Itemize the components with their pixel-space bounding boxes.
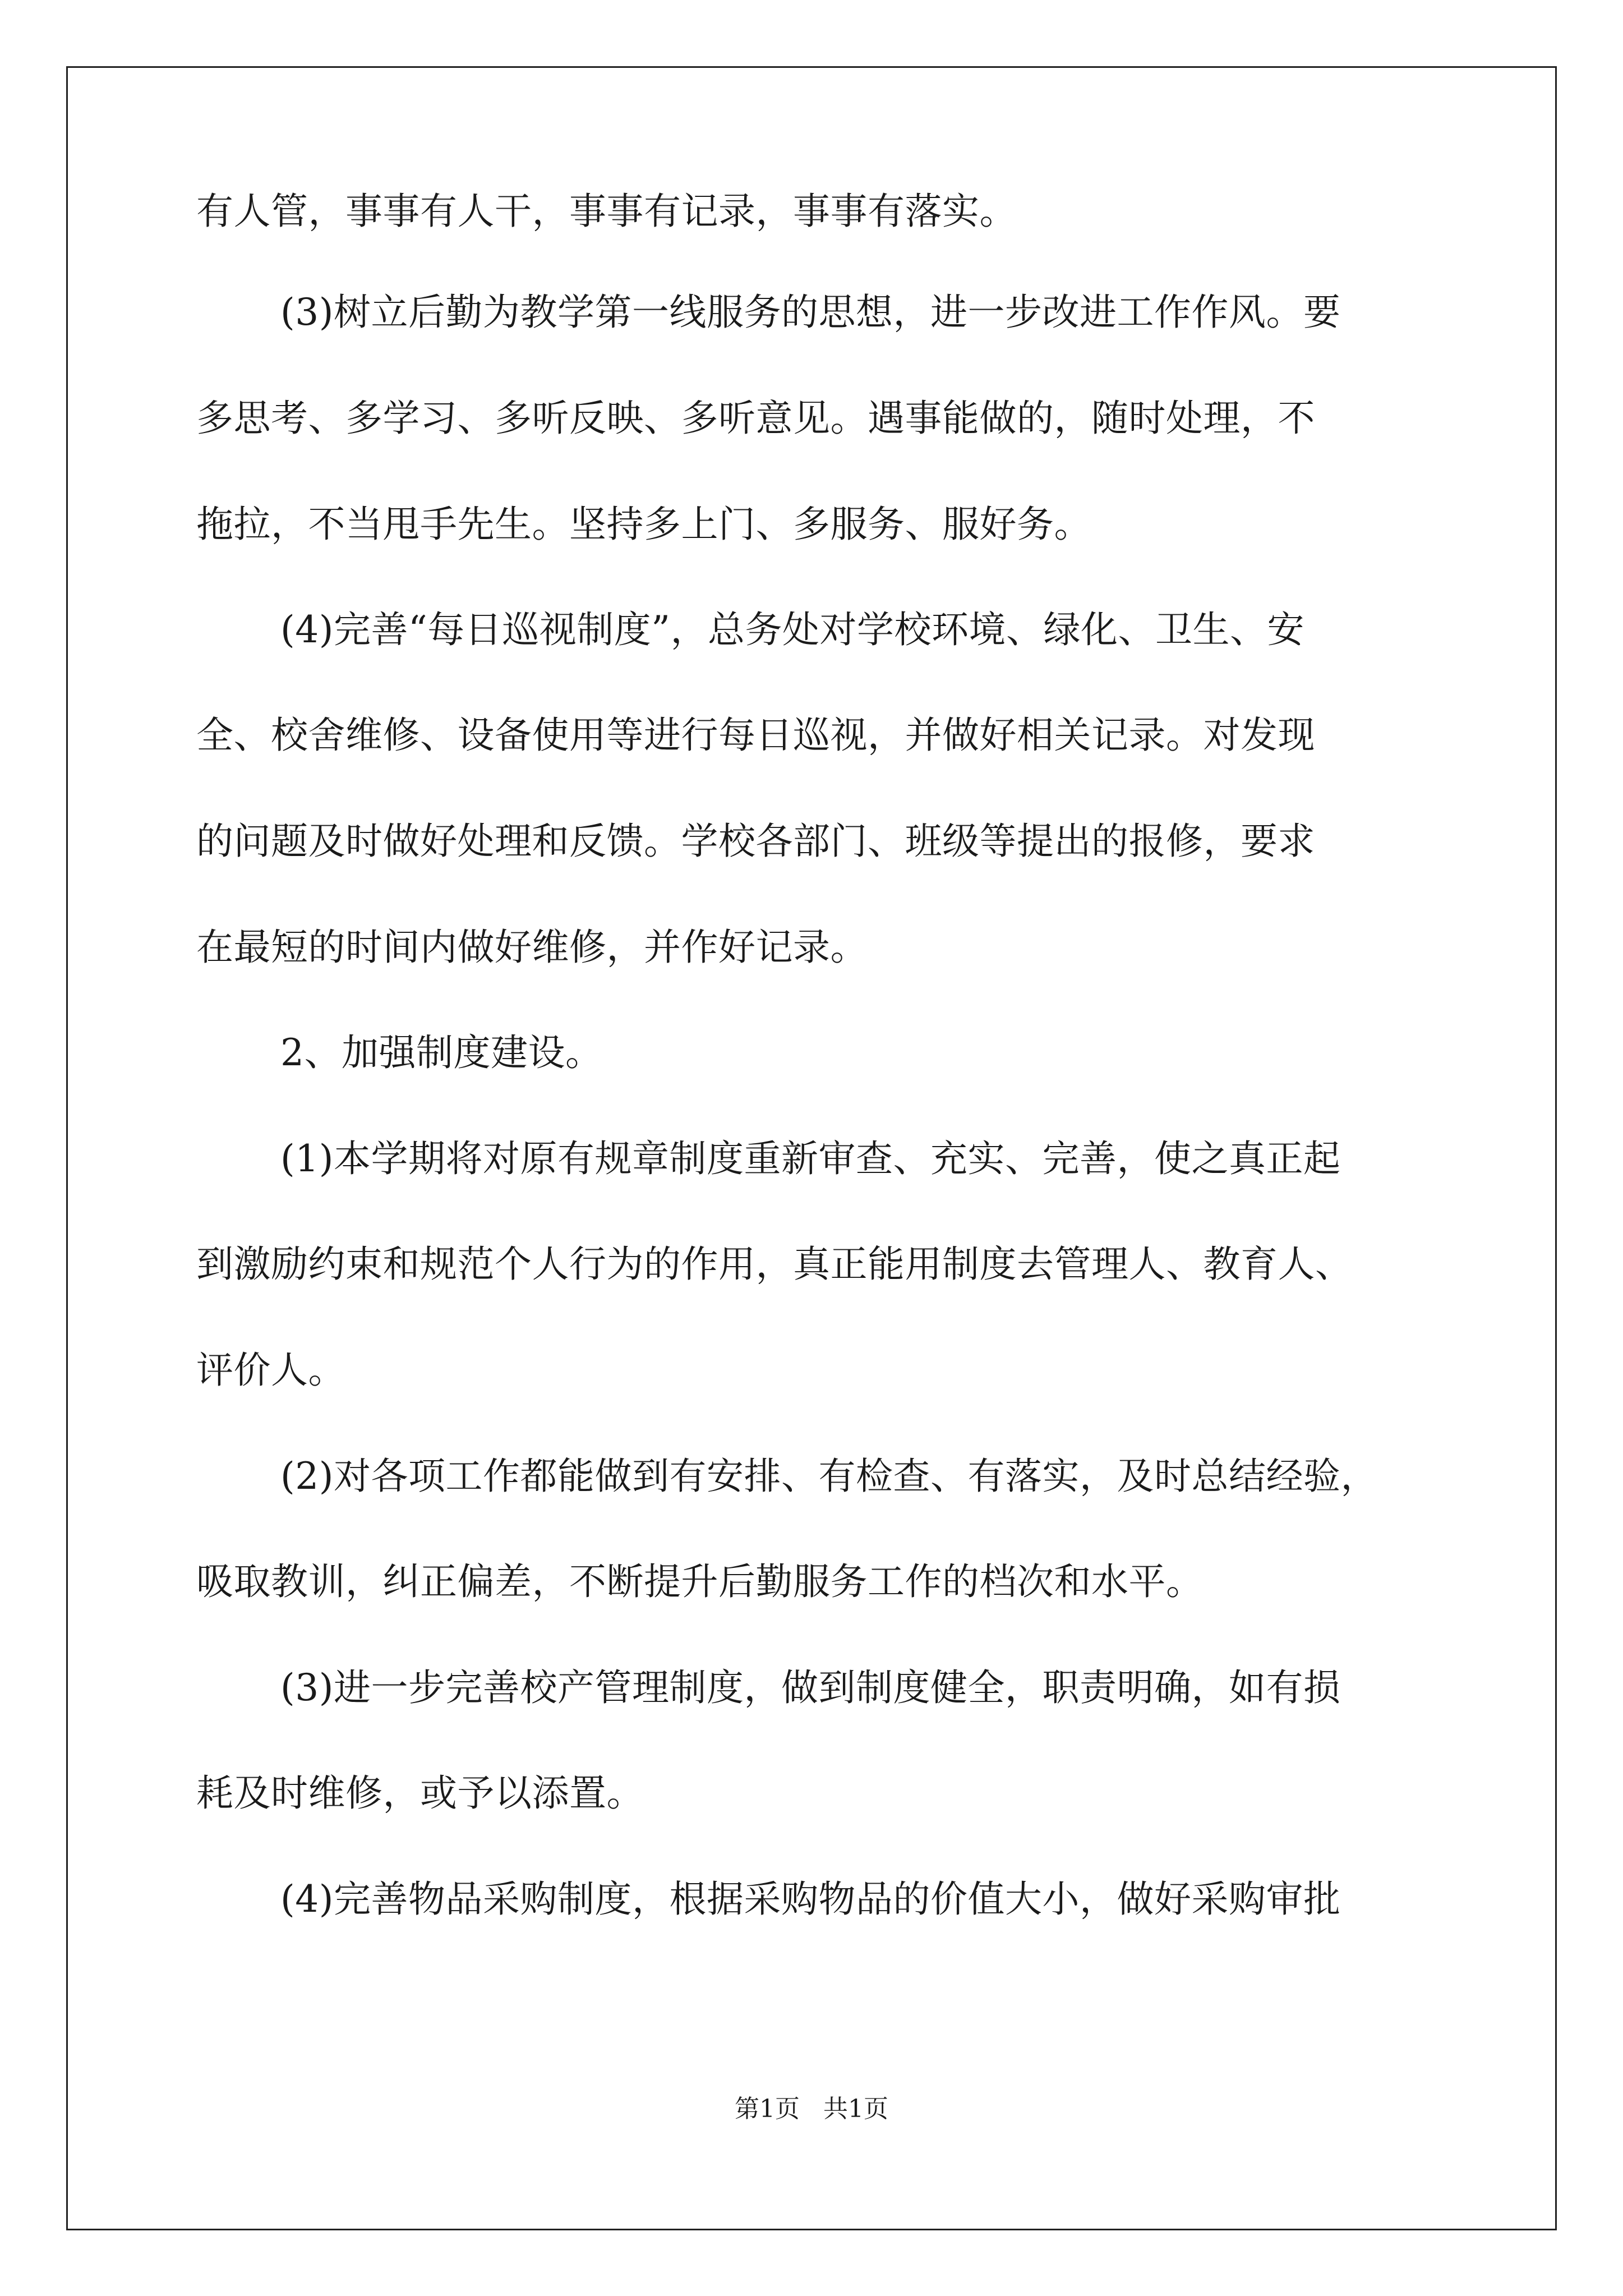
text-line: (3)进一步完善校产管理制度，做到制度健全，职责明确，如有损 — [280, 1666, 1341, 1709]
text-line: 在最短的时间内做好维修，并作好记录。 — [196, 926, 868, 969]
text-line: 全、校舍维修、设备使用等进行每日巡视，并做好相关记录。对发现 — [196, 714, 1315, 757]
text-line: 到激励约束和规范个人行为的作用，真正能用制度去管理人、教育人、 — [196, 1243, 1353, 1286]
text-line: 吸取教训，纠正偏差，不断提升后勤服务工作的档次和水平。 — [196, 1560, 1204, 1603]
text-line: (2)对各项工作都能做到有安排、有检查、有落实，及时总结经验， — [280, 1455, 1378, 1498]
section-heading: 2、加强制度建设。 — [280, 1031, 603, 1074]
text-line: (1)本学期将对原有规章制度重新审查、充实、完善，使之真正起 — [280, 1137, 1341, 1180]
text-line: (4)完善物品采购制度，根据采购物品的价值大小，做好采购审批 — [280, 1878, 1341, 1921]
text-line: (3)树立后勤为教学第一线服务的思想，进一步改进工作作风。要 — [280, 291, 1341, 334]
text-line: 的问题及时做好处理和反馈。学校各部门、班级等提出的报修，要求 — [196, 820, 1315, 863]
page-number-footer: 第1页 共1页 — [735, 2095, 888, 2123]
text-line: 多思考、多学习、多听反映、多听意见。遇事能做的，随时处理，不 — [196, 397, 1315, 440]
text-line: 耗及时维修，或予以添置。 — [196, 1772, 644, 1815]
text-line: (4)完善“每日巡视制度”，总务处对学校环境、绿化、卫生、安 — [280, 608, 1304, 651]
text-line: 有人管，事事有人干，事事有记录，事事有落实。 — [196, 190, 1017, 233]
text-line: 拖拉，不当甩手先生。坚持多上门、多服务、服好务。 — [196, 503, 1091, 546]
text-line: 评价人。 — [196, 1349, 345, 1392]
